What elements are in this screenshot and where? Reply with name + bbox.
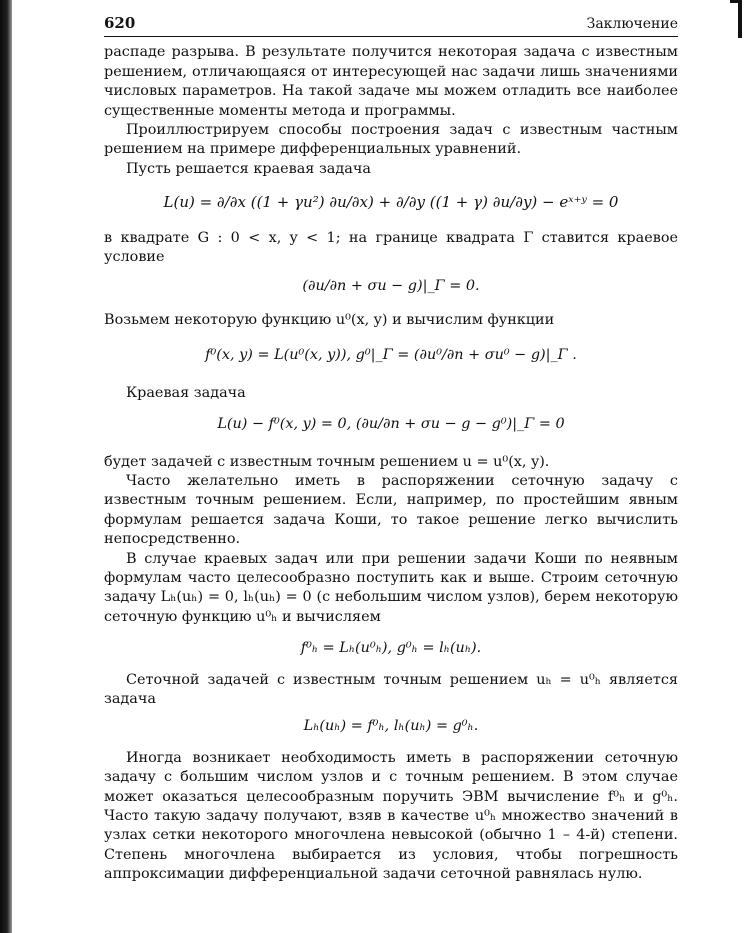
paragraph: Часто желательно иметь в распоряжении сеточную задачу с известным точным решением. Если, например, по простейшим явным формулам решается задача Коши, то такое решение легко вычислить непосредственно. (104, 472, 678, 548)
paragraph: в квадрате G : 0 < x, y < 1; на границе квадрата Γ ставится краевое условие (104, 229, 678, 266)
equation-boundary-problem: L(u) = ∂/∂x ((1 + γu²) ∂u/∂x) + ∂/∂y ((1 + γ) ∂u/∂y) − eˣ⁺ʸ = 0 (163, 193, 619, 212)
paragraph: Краевая задача (126, 384, 246, 401)
paragraph: Проиллюстрируем способы построения задач с известным частным решением на примере дифференциальных уравнений. (104, 122, 678, 158)
book-binding-edge (0, 0, 12, 933)
paragraph: Сеточной задачей с известным точным решением uₕ = u⁰ₕ является задача (104, 671, 678, 707)
corner-scan-mark (738, 0, 742, 38)
equation-computed-functions: f⁰(x, y) = L(u⁰(x, y)), g⁰|_Γ = (∂u⁰/∂n + σu⁰ − g)|_Γ . (205, 347, 577, 364)
paragraph: В случае краевых задач или при решении задачи Коши по неявным формулам часто целесообразно поступить как и выше. Строим сеточную задачу Lₕ(uₕ) = 0, lₕ(uₕ) = 0 (с небольшим числом узлов), берем некоторую сеточную функцию u⁰ₕ и вычисляем (104, 550, 678, 625)
equation-grid-problem: Lₕ(uₕ) = f⁰ₕ, lₕ(uₕ) = g⁰ₕ. (303, 718, 479, 735)
equation-grid-functions: f⁰ₕ = Lₕ(u⁰ₕ), g⁰ₕ = lₕ(uₕ). (300, 640, 482, 657)
page (104, 14, 678, 885)
paragraph: будет задачей с известным точным решением u = u⁰(x, y). (104, 453, 550, 470)
paragraph: Возьмем некоторую функцию u⁰(x, y) и вычислим функции (104, 311, 555, 328)
running-title: Заключение (586, 16, 678, 32)
page-header (104, 14, 678, 37)
equation-modified-problem: L(u) − f⁰(x, y) = 0, (∂u/∂n + σu − g − g⁰)|_Γ = 0 (217, 416, 565, 433)
paragraph: Пусть решается краевая задача (126, 160, 371, 177)
paragraph: Иногда возникает необходимость иметь в распоряжении сеточную задачу с большим числом узлов и с точным решением. В этом случае может оказаться целесообразным поручить ЭВМ вычисление f⁰ₕ и g⁰ₕ. Часто такую задачу получают, взяв в качестве u⁰ₕ множество значений в узлах сетки некоторого многочлена невысокой (обычно 1 – 4-й) степени. Степень многочлена выбирается из условия, чтобы погрешность аппроксимации дифференциальной задачи сеточной равнялась нулю. (104, 749, 678, 883)
paragraph: распаде разрыва. В результате получится некоторая задача с известным решением, отличающаяся от интересующей нас задачи лишь значениями числовых параметров. На такой задаче мы можем отладить все наиболее существенные моменты метода и программы. (104, 44, 678, 119)
equation-boundary-condition: (∂u/∂n + σu − g)|_Γ = 0. (302, 278, 480, 295)
page-number: 620 (104, 14, 136, 32)
